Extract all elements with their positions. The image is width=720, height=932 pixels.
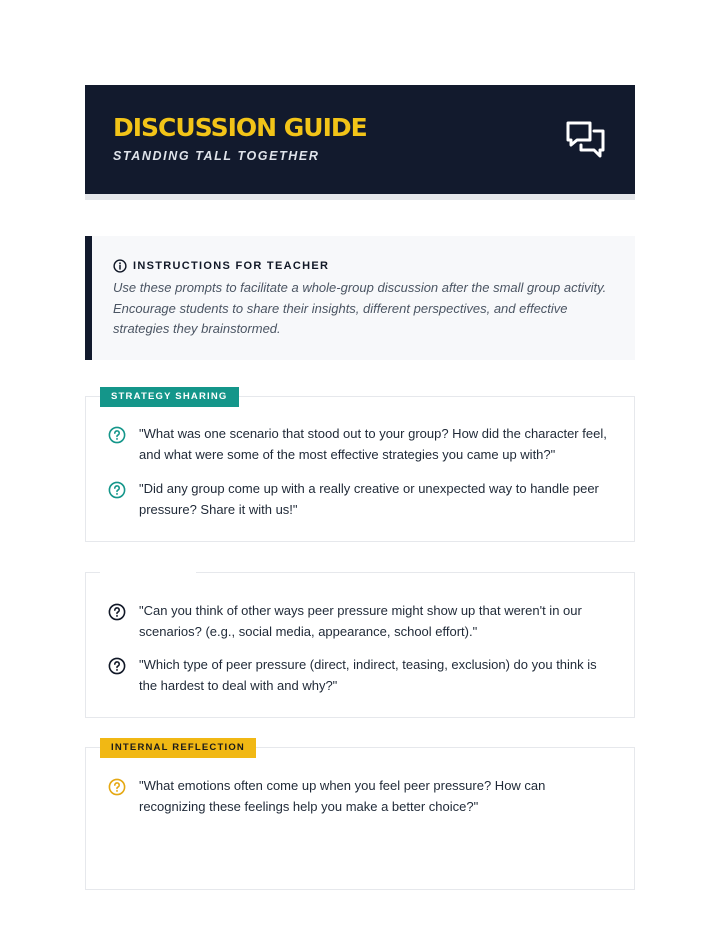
question-circle-icon — [108, 778, 126, 796]
question-item — [108, 655, 608, 696]
chat-bubbles-icon — [565, 119, 607, 161]
question-circle-icon — [108, 657, 126, 675]
header-banner — [85, 85, 635, 194]
instructions-text: Use these prompts to facilitate a whole-group discussion after the small group activity. Encourage students to share their insights, different perspectives, and effective strategies they brainstormed. — [113, 280, 607, 336]
question-text: "Did any group come up with a really creative or unexpected way to handle peer pressure? Share it with us!" — [139, 481, 599, 517]
info-icon — [113, 259, 127, 273]
instructions-label: INSTRUCTIONS FOR TEACHER — [133, 260, 330, 272]
question-circle-icon — [108, 426, 126, 444]
header-underline — [85, 194, 635, 200]
question-text: "Which type of peer pressure (direct, indirect, teasing, exclusion) do you think is the hardest to deal with and why?" — [139, 657, 597, 693]
page-subtitle: STANDING TALL TOGETHER — [113, 149, 320, 163]
question-text: "Can you think of other ways peer pressure might show up that weren't in our scenarios? (e.g., social media, appearance, school effort)." — [139, 603, 582, 639]
page-title: DISCUSSION GUIDE — [113, 113, 367, 142]
section-peer-pressure-types — [85, 572, 635, 718]
section-internal-reflection — [85, 742, 635, 890]
section-badge — [100, 563, 196, 583]
section-badge: STRATEGY SHARING — [100, 387, 239, 407]
instructions-box — [85, 236, 635, 360]
instructions-heading — [113, 258, 329, 274]
question-item — [108, 424, 608, 465]
question-item — [108, 601, 608, 642]
question-item — [108, 776, 608, 817]
question-item — [108, 479, 608, 520]
section-badge: INTERNAL REFLECTION — [100, 738, 256, 758]
question-text: "What was one scenario that stood out to your group? How did the character feel, and what were some of the most effective strategies you came up with?" — [139, 426, 607, 462]
question-circle-icon — [108, 603, 126, 621]
question-circle-icon — [108, 481, 126, 499]
section-strategy-sharing — [85, 391, 635, 542]
question-text: "What emotions often come up when you feel peer pressure? How can recognizing these feelings help you make a better choice?" — [139, 778, 546, 814]
